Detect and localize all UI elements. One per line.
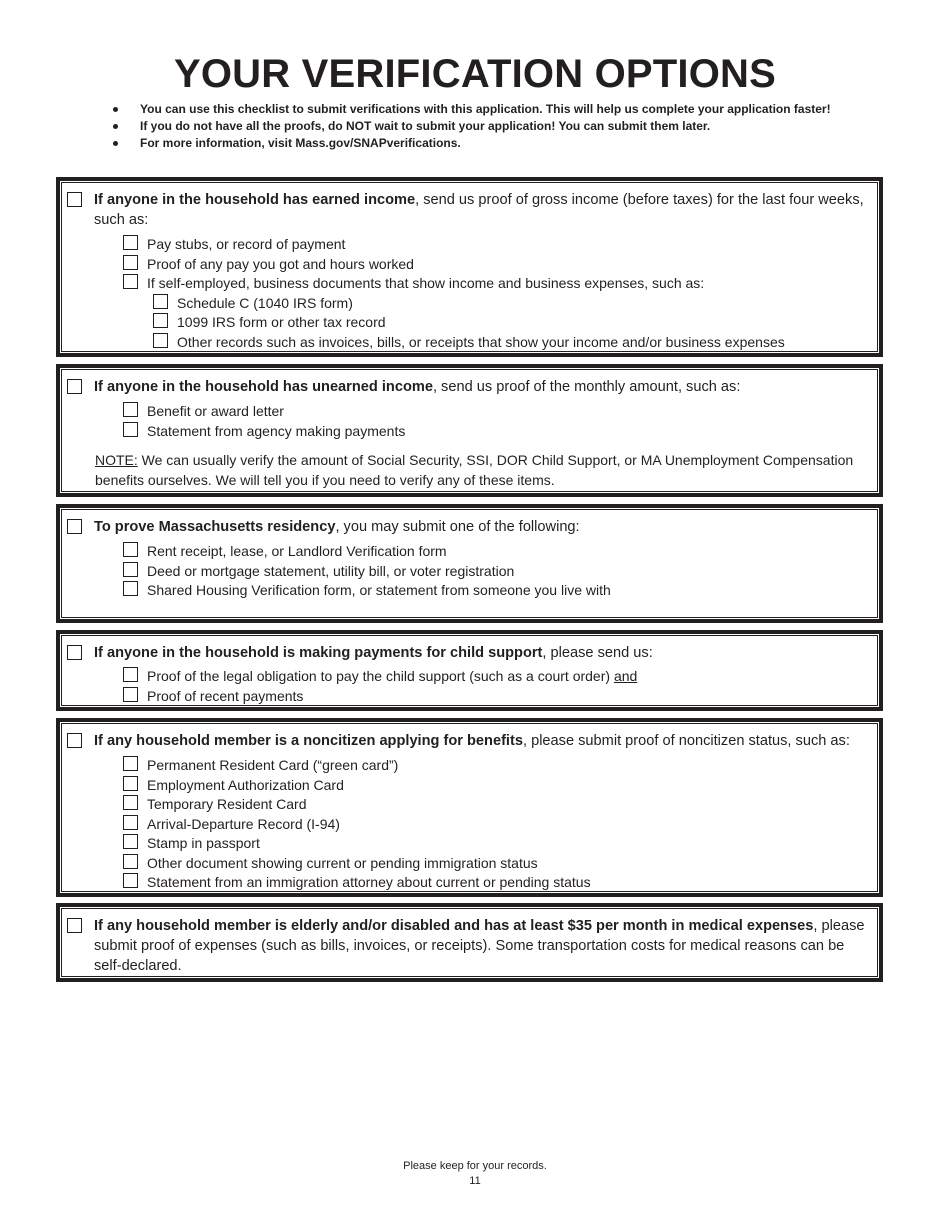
checkbox[interactable] bbox=[123, 422, 138, 437]
bullet-icon bbox=[113, 107, 118, 112]
unearned-income-section bbox=[56, 364, 883, 497]
checkbox[interactable] bbox=[123, 795, 138, 810]
checklist-item: Stamp in passport bbox=[122, 834, 591, 854]
checklist-item: Statement from an immigration attorney about current or pending status bbox=[122, 873, 591, 893]
checklist-item: Benefit or award letter bbox=[122, 402, 405, 422]
checklist-subitem: 1099 IRS form or other tax record bbox=[122, 313, 785, 333]
section-heading: If anyone in the household has unearned income, send us proof of the monthly amount, such as: bbox=[94, 377, 871, 397]
checkbox[interactable] bbox=[123, 562, 138, 577]
checklist-item: Temporary Resident Card bbox=[122, 795, 591, 815]
earned-income-section bbox=[56, 177, 883, 357]
footer-note: Please keep for your records. bbox=[403, 1160, 547, 1172]
child-support-section bbox=[56, 630, 883, 711]
checkbox[interactable] bbox=[123, 815, 138, 830]
checklist-item: Proof of recent payments bbox=[122, 687, 637, 707]
intro-list bbox=[113, 101, 831, 152]
checkbox[interactable] bbox=[123, 667, 138, 682]
checklist bbox=[122, 756, 591, 893]
intro-bullet: If you do not have all the proofs, do NOT wait to submit your application! You can submit them later. bbox=[113, 118, 831, 135]
checklist-subitem: Other records such as invoices, bills, or receipts that show your income and/or business expenses bbox=[122, 333, 785, 353]
checkbox[interactable] bbox=[123, 235, 138, 250]
checkbox[interactable] bbox=[123, 776, 138, 791]
intro-bullet: For more information, visit Mass.gov/SNAPverifications. bbox=[113, 135, 831, 152]
child-support-checkbox[interactable] bbox=[67, 645, 82, 660]
checkbox[interactable] bbox=[123, 581, 138, 596]
bullet-icon bbox=[113, 141, 118, 146]
checklist-item: Shared Housing Verification form, or statement from someone you live with bbox=[122, 581, 611, 601]
checkbox[interactable] bbox=[123, 255, 138, 270]
checklist bbox=[122, 402, 405, 441]
checklist-item: Proof of any pay you got and hours worked bbox=[122, 255, 785, 275]
checkbox[interactable] bbox=[153, 294, 168, 309]
checklist-item: Deed or mortgage statement, utility bill, or voter registration bbox=[122, 562, 611, 582]
checklist-item: Employment Authorization Card bbox=[122, 776, 591, 796]
checklist-item: Permanent Resident Card (“green card”) bbox=[122, 756, 591, 776]
checkbox[interactable] bbox=[123, 873, 138, 888]
residency-checkbox[interactable] bbox=[67, 519, 82, 534]
medical-expenses-checkbox[interactable] bbox=[67, 918, 82, 933]
medical-expenses-section bbox=[56, 903, 883, 982]
checklist-item: Proof of the legal obligation to pay the child support (such as a court order) and bbox=[122, 667, 637, 687]
unearned-income-checkbox[interactable] bbox=[67, 379, 82, 394]
checkbox[interactable] bbox=[123, 854, 138, 869]
section-heading: If anyone in the household has earned income, send us proof of gross income (before taxes) for the last four weeks, such as: bbox=[94, 190, 871, 230]
page-number: 11 bbox=[469, 1175, 481, 1187]
bullet-icon bbox=[113, 124, 118, 129]
checkbox[interactable] bbox=[123, 274, 138, 289]
section-heading: To prove Massachusetts residency, you may submit one of the following: bbox=[94, 517, 871, 537]
noncitizen-section bbox=[56, 718, 883, 897]
checkbox[interactable] bbox=[153, 313, 168, 328]
checklist-item: Pay stubs, or record of payment bbox=[122, 235, 785, 255]
checkbox[interactable] bbox=[123, 542, 138, 557]
checkbox[interactable] bbox=[153, 333, 168, 348]
page-title: YOUR VERIFICATION OPTIONS bbox=[173, 52, 777, 96]
checkbox[interactable] bbox=[123, 834, 138, 849]
earned-income-checkbox[interactable] bbox=[67, 192, 82, 207]
checklist-item: Rent receipt, lease, or Landlord Verification form bbox=[122, 542, 611, 562]
note-text: NOTE: We can usually verify the amount of Social Security, SSI, DOR Child Support, or MA Unemployment Compensation benefits ourselves. We will tell you if you need to verify any of these items. bbox=[95, 452, 854, 488]
checklist-item: If self-employed, business documents that show income and business expenses, such as: bbox=[122, 274, 785, 294]
checklist-item: Arrival-Departure Record (I-94) bbox=[122, 815, 591, 835]
section-heading: If any household member is a noncitizen applying for benefits, please submit proof of noncitizen status, such as: bbox=[94, 731, 871, 751]
checklist-subitem: Schedule C (1040 IRS form) bbox=[122, 294, 785, 314]
checklist-item: Statement from agency making payments bbox=[122, 422, 405, 442]
checkbox[interactable] bbox=[123, 756, 138, 771]
intro-bullet: You can use this checklist to submit verifications with this application. This will help us complete your application faster! bbox=[113, 101, 831, 118]
section-heading: If any household member is elderly and/or disabled and has at least $35 per month in medical expenses, please submit proof of expenses (such as bills, invoices, or receipts). Some transportation costs for medical reasons can be self-declared. bbox=[94, 916, 871, 976]
checklist bbox=[122, 235, 785, 352]
checklist bbox=[122, 542, 611, 601]
checklist-item: Other document showing current or pending immigration status bbox=[122, 854, 591, 874]
section-heading: If anyone in the household is making payments for child support, please send us: bbox=[94, 643, 871, 663]
checkbox[interactable] bbox=[123, 687, 138, 702]
checklist bbox=[122, 667, 637, 706]
checkbox[interactable] bbox=[123, 402, 138, 417]
residency-section bbox=[56, 504, 883, 623]
noncitizen-checkbox[interactable] bbox=[67, 733, 82, 748]
footer bbox=[0, 1159, 950, 1189]
